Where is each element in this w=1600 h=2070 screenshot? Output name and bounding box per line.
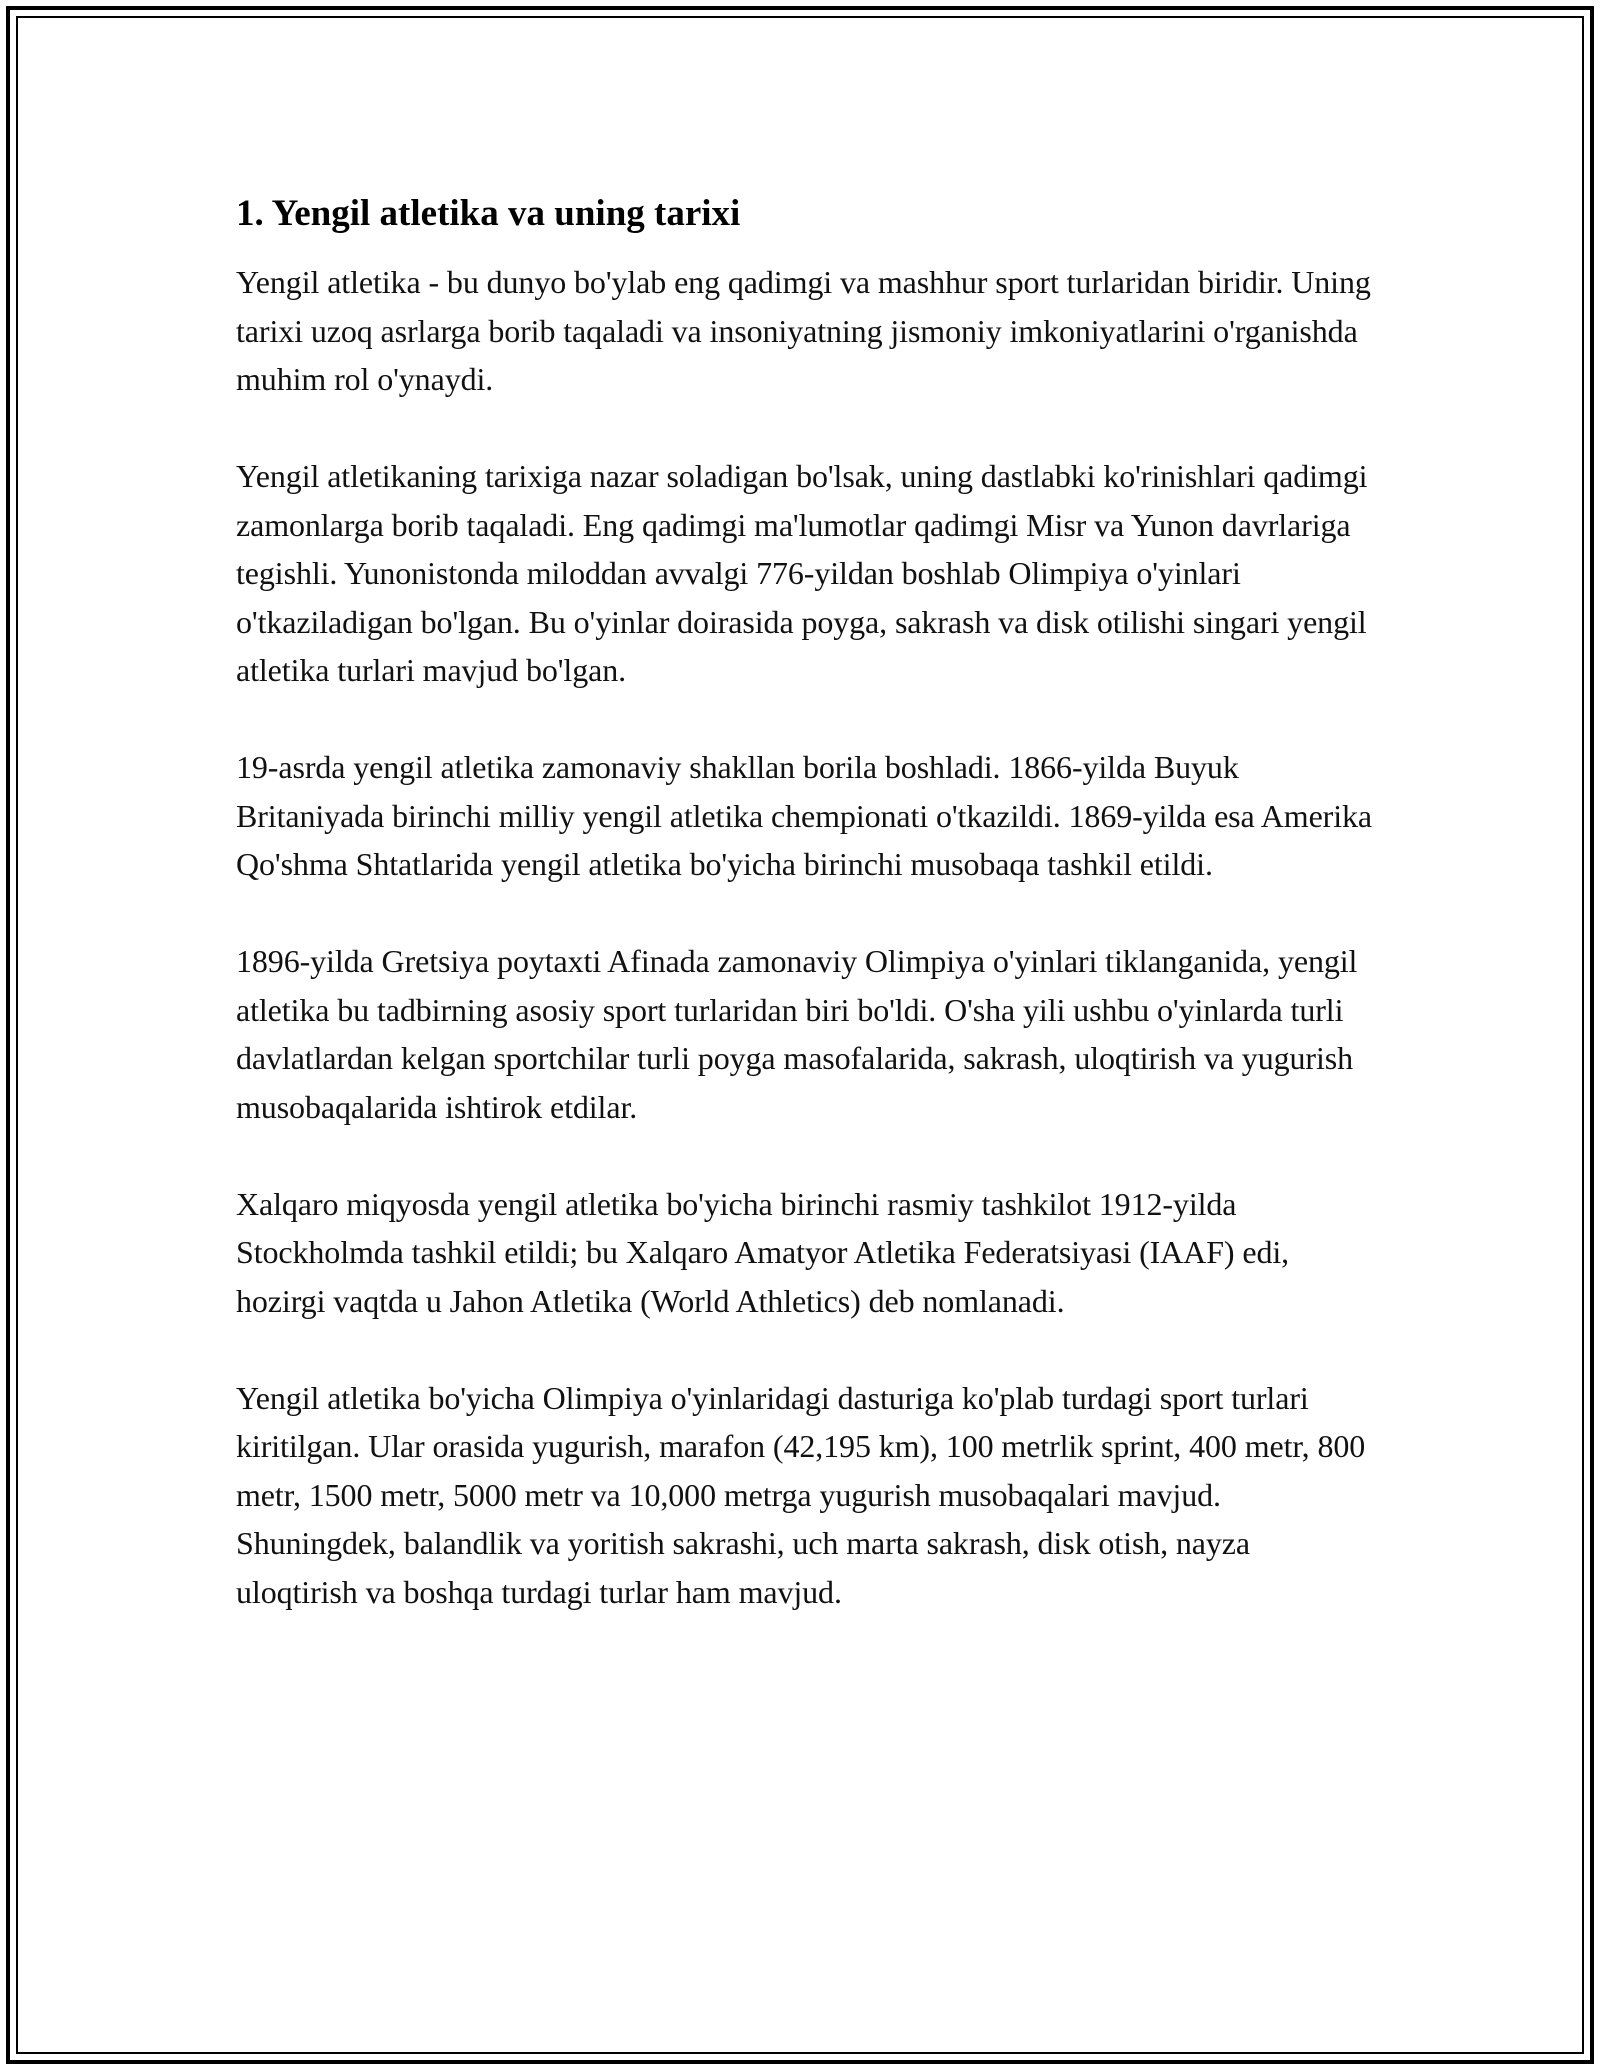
- section-heading: 1. Yengil atletika va uning tarixi: [236, 193, 741, 234]
- paragraph-ancient-history: Yengil atletikaning tarixiga nazar soladigan bo'lsak, uning dastlabki ko'rinishlari qadimgi zamonlarga borib taqaladi. Eng qadimgi ma'lumotlar qadimgi Misr va Yunon davrlariga tegishli. Yunonistonda miloddan avvalgi 776-yildan boshlab Olimpiya o'yinlari o'tkaziladigan bo'lgan. Bu o'yinlar doirasida poyga, sakrash va disk otilishi singari yengil atletika turlari mavjud bo'lgan.: [236, 458, 1368, 688]
- paragraph-olympic-program: Yengil atletika bo'yicha Olimpiya o'yinlaridagi dasturiga ko'plab turdagi sport turlari kiritilgan. Ular orasida yugurish, marafon (42,195 km), 100 metrlik sprint, 400 metr, 800 metr, 1500 metr, 5000 metr va 10,000 metrga yugurish musobaqalari mavjud. Shuningdek, balandlik va yoritish sakrashi, uch marta sakrash, disk otish, nayza uloqtirish va boshqa turdagi turlar ham mavjud.: [236, 1379, 1366, 1610]
- paragraph-19th-century: 19-asrda yengil atletika zamonaviy shakllan borila boshladi. 1866-yilda Buyuk Britaniyada birinchi milliy yengil atletika chempionati o'tkazildi. 1869-yilda esa Amerika Qo'shma Shtatlarida yengil atletika bo'yicha birinchi musobaqa tashkil etildi.: [236, 749, 1373, 882]
- paragraph-intro: Yengil atletika - bu dunyo bo'ylab eng qadimgi va mashhur sport turlaridan biridir. Uning tarixi uzoq asrlarga borib taqaladi va insoniyatning jismoniy imkoniyatlarini o'rganishda muhim rol o'ynaydi.: [236, 264, 1371, 397]
- paragraph-1896-olympics: 1896-yilda Gretsiya poytaxti Afinada zamonaviy Olimpiya o'yinlari tiklanganida, yengil atletika bu tadbirning asosiy sport turlaridan biri bo'ldi. O'sha yili ushbu o'yinlarda turli davlatlardan kelgan sportchilar turli poyga masofalarida, sakrash, uloqtirish va yugurish musobaqalarida ishtirok etdilar.: [236, 943, 1358, 1125]
- paragraph-iaaf: Xalqaro miqyosda yengil atletika bo'yicha birinchi rasmiy tashkilot 1912-yilda Stockholmda tashkil etildi; bu Xalqaro Amatyor Atletika Federatsiyasi (IAAF) edi, hozirgi vaqtda u Jahon Atletika (World Athletics) deb nomlanadi.: [236, 1185, 1290, 1319]
- document-body: [236, 190, 1376, 1665]
